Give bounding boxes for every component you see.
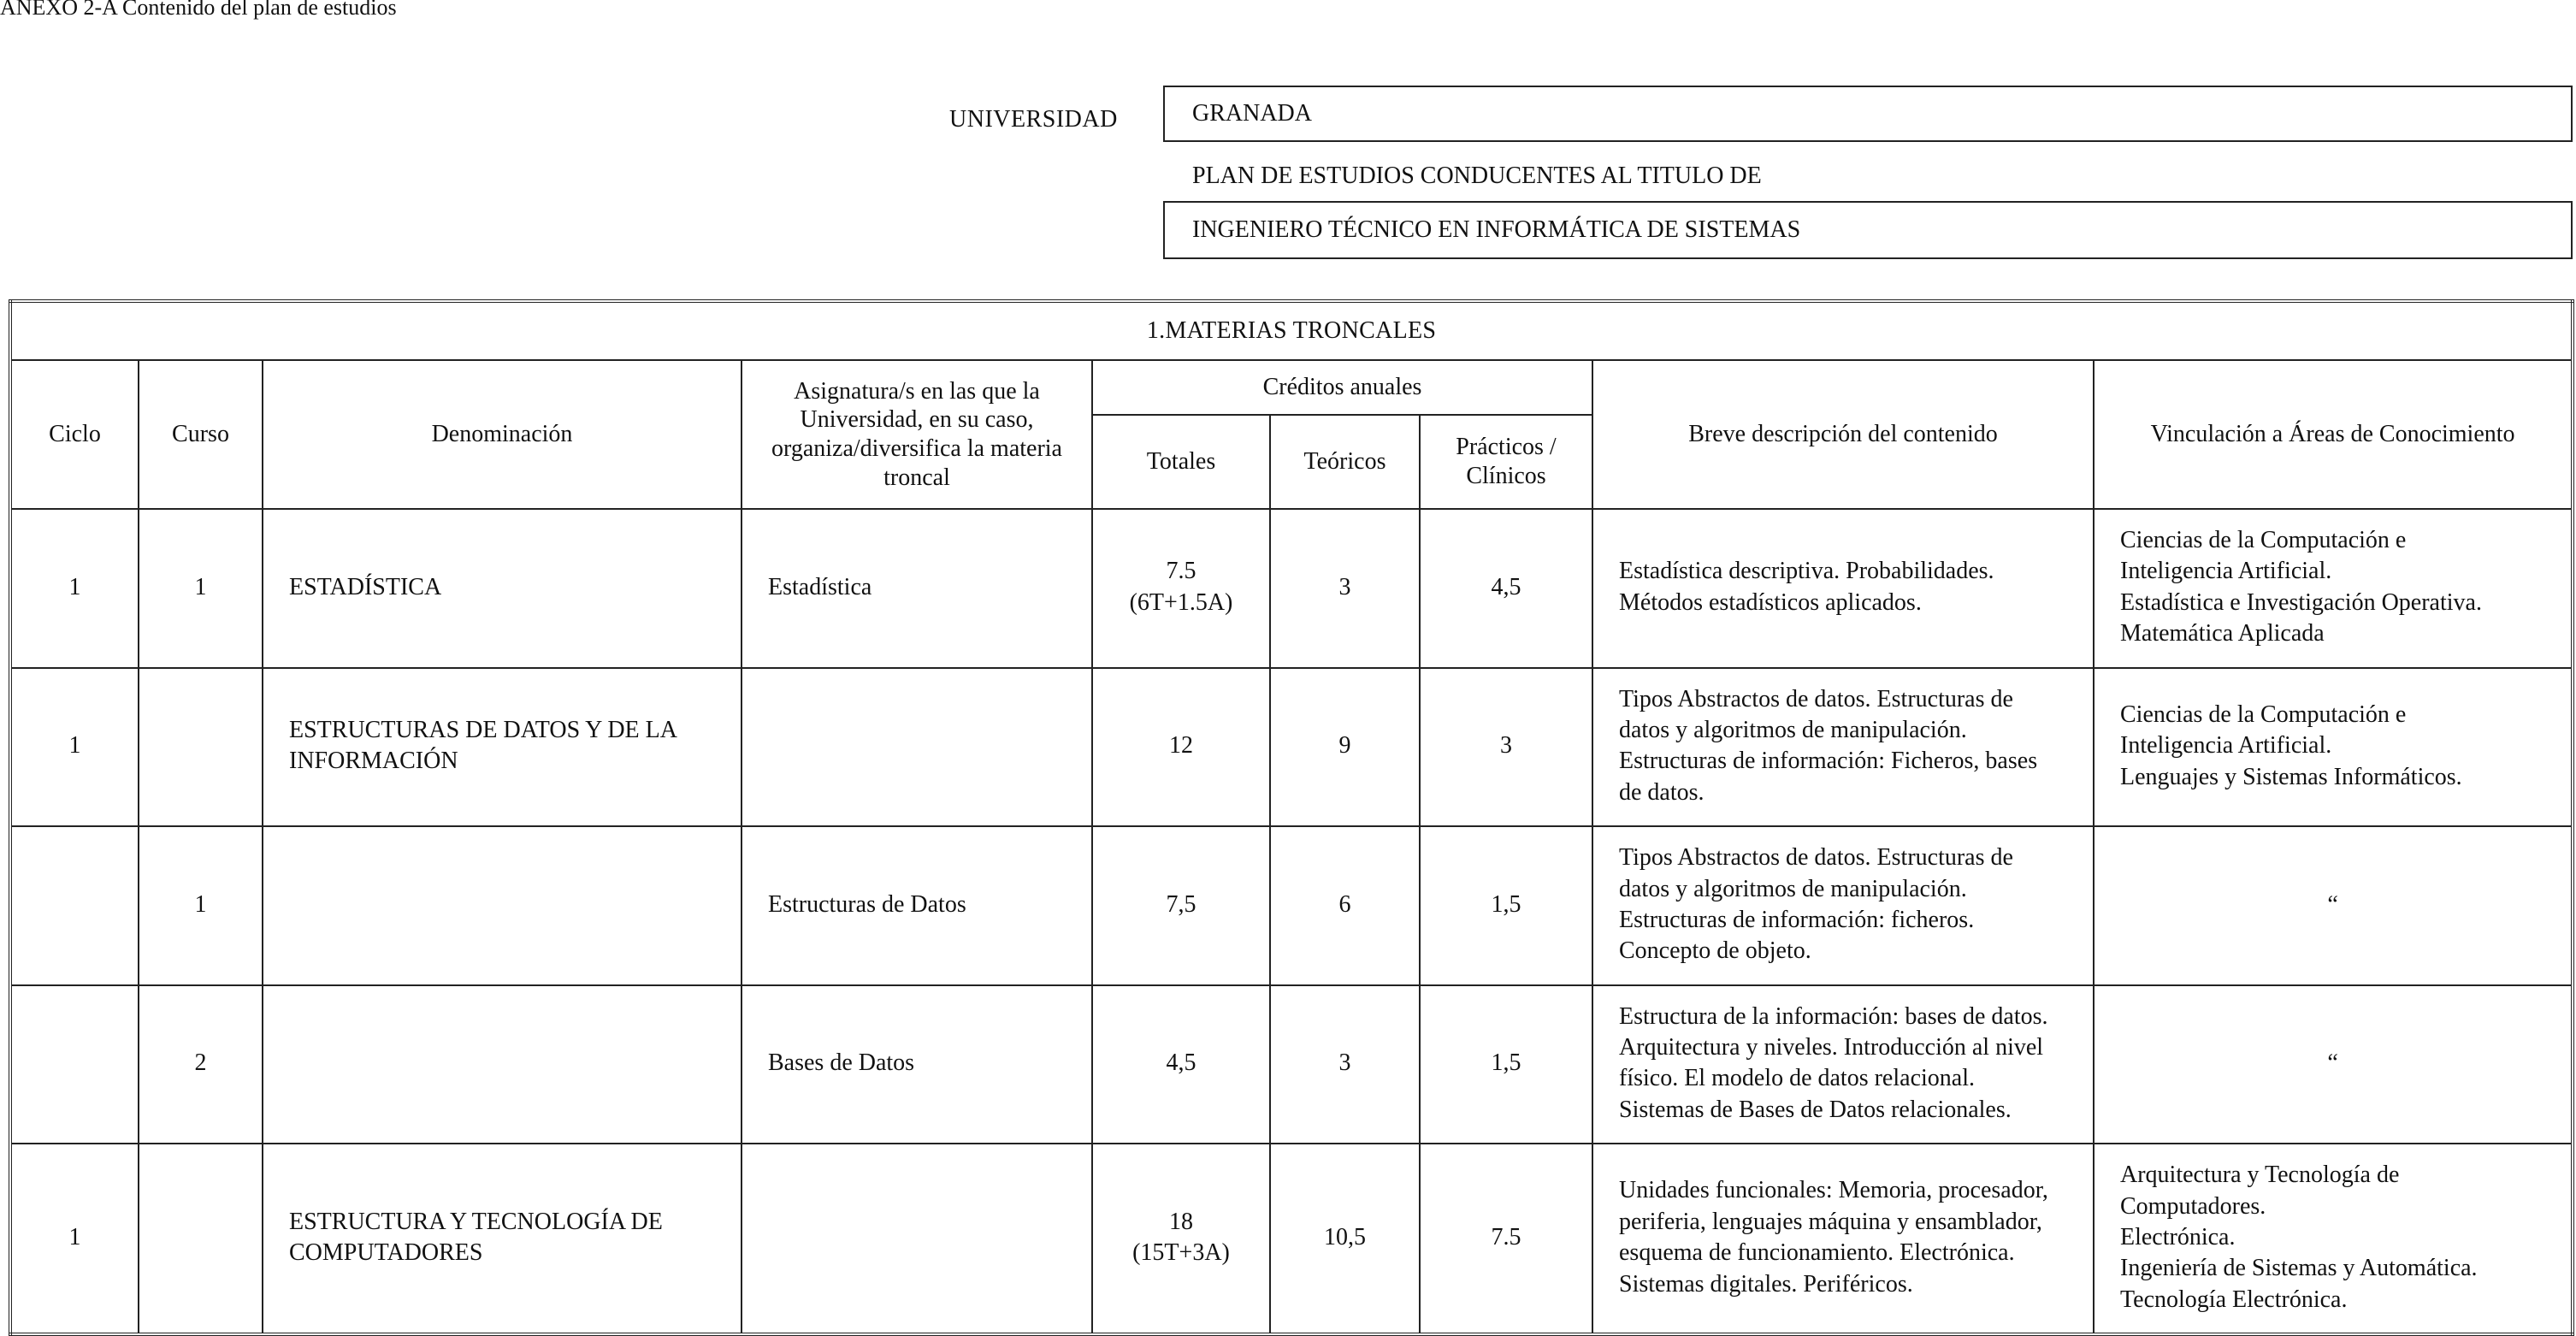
header-asignatura: Asignatura/s en las que la Universidad, en su caso, organiza/diversifica la materia troncal <box>741 360 1092 509</box>
cell-areas: “ <box>2094 826 2573 985</box>
cell-descripcion: Tipos Abstractos de datos. Estructuras de datos y algoritmos de manipulación. Estructuras de información: Ficheros, bases de datos. <box>1592 668 2094 827</box>
header-practicos: Prácticos / Clínicos <box>1420 415 1592 509</box>
section-title: 1.MATERIAS TRONCALES <box>10 301 2573 360</box>
cell-teoricos: 3 <box>1270 509 1420 668</box>
cell-practicos: 1,5 <box>1420 985 1592 1144</box>
cell-teoricos: 3 <box>1270 985 1420 1144</box>
table-row <box>10 1144 2573 1334</box>
table-row <box>10 509 2573 668</box>
cell-denominacion: ESTADÍSTICA <box>263 509 741 668</box>
materias-troncales-table <box>9 299 2574 1336</box>
cell-ciclo <box>10 985 139 1144</box>
university-label: UNIVERSIDAD <box>949 106 1118 133</box>
plan-label: PLAN DE ESTUDIOS CONDUCENTES AL TITULO DE <box>1192 163 1762 189</box>
cell-teoricos: 9 <box>1270 668 1420 827</box>
cell-descripcion: Estructura de la información: bases de datos. Arquitectura y niveles. Introducción al nivel físico. El modelo de datos relacional. Sistemas de Bases de Datos relacionales. <box>1592 985 2094 1144</box>
cell-curso: 1 <box>139 826 263 985</box>
cell-ciclo: 1 <box>10 1144 139 1334</box>
cell-practicos: 7.5 <box>1420 1144 1592 1334</box>
cell-curso <box>139 668 263 827</box>
cell-areas: Arquitectura y Tecnología de Computadores. Electrónica. Ingeniería de Sistemas y Automática. Tecnología Electrónica. <box>2094 1144 2573 1334</box>
header-teoricos: Teóricos <box>1270 415 1420 509</box>
cell-asignatura: Estructuras de Datos <box>741 826 1092 985</box>
cell-teoricos: 10,5 <box>1270 1144 1420 1334</box>
cell-practicos: 4,5 <box>1420 509 1592 668</box>
cell-ciclo: 1 <box>10 668 139 827</box>
header-curso: Curso <box>139 360 263 509</box>
annex-title: ANEXO 2-A Contenido del plan de estudios <box>0 0 397 20</box>
cell-areas: Ciencias de la Computación e Inteligencia Artificial. Estadística e Investigación Operativa. Matemática Aplicada <box>2094 509 2573 668</box>
header-totales: Totales <box>1092 415 1270 509</box>
header-descripcion: Breve descripción del contenido <box>1592 360 2094 509</box>
cell-asignatura <box>741 1144 1092 1334</box>
header-vinculacion: Vinculación a Áreas de Conocimiento <box>2094 360 2573 509</box>
university-value: GRANADA <box>1192 100 1312 127</box>
cell-teoricos: 6 <box>1270 826 1420 985</box>
cell-practicos: 1,5 <box>1420 826 1592 985</box>
header-ciclo: Ciclo <box>10 360 139 509</box>
cell-asignatura <box>741 668 1092 827</box>
degree-title: INGENIERO TÉCNICO EN INFORMÁTICA DE SISTEMAS <box>1192 216 1801 243</box>
cell-denominacion: ESTRUCTURA Y TECNOLOGÍA DE COMPUTADORES <box>263 1144 741 1334</box>
table-row <box>10 826 2573 985</box>
cell-ciclo: 1 <box>10 509 139 668</box>
cell-areas: Ciencias de la Computación e Inteligencia Artificial. Lenguajes y Sistemas Informáticos. <box>2094 668 2573 827</box>
cell-practicos: 3 <box>1420 668 1592 827</box>
cell-areas: “ <box>2094 985 2573 1144</box>
cell-descripcion: Estadística descriptiva. Probabilidades. Métodos estadísticos aplicados. <box>1592 509 2094 668</box>
cell-ciclo <box>10 826 139 985</box>
cell-denominacion <box>263 985 741 1144</box>
header-denominacion: Denominación <box>263 360 741 509</box>
cell-descripcion: Tipos Abstractos de datos. Estructuras de datos y algoritmos de manipulación. Estructuras de información: ficheros. Concepto de objeto. <box>1592 826 2094 985</box>
cell-totales: 12 <box>1092 668 1270 827</box>
cell-totales: 4,5 <box>1092 985 1270 1144</box>
cell-asignatura: Estadística <box>741 509 1092 668</box>
cell-descripcion: Unidades funcionales: Memoria, procesador, periferia, lenguajes máquina y ensamblador, esquema de funcionamiento. Electrónica. Sistemas digitales. Periféricos. <box>1592 1144 2094 1334</box>
cell-curso <box>139 1144 263 1334</box>
header-creditos: Créditos anuales <box>1092 360 1592 415</box>
cell-denominacion <box>263 826 741 985</box>
cell-denominacion: ESTRUCTURAS DE DATOS Y DE LA INFORMACIÓN <box>263 668 741 827</box>
cell-totales: 18 (15T+3A) <box>1092 1144 1270 1334</box>
cell-curso: 1 <box>139 509 263 668</box>
table-row <box>10 985 2573 1144</box>
degree-title-box <box>1163 201 2573 259</box>
cell-curso: 2 <box>139 985 263 1144</box>
table-row <box>10 668 2573 827</box>
cell-asignatura: Bases de Datos <box>741 985 1092 1144</box>
cell-totales: 7.5 (6T+1.5A) <box>1092 509 1270 668</box>
cell-totales: 7,5 <box>1092 826 1270 985</box>
university-box <box>1163 86 2573 142</box>
